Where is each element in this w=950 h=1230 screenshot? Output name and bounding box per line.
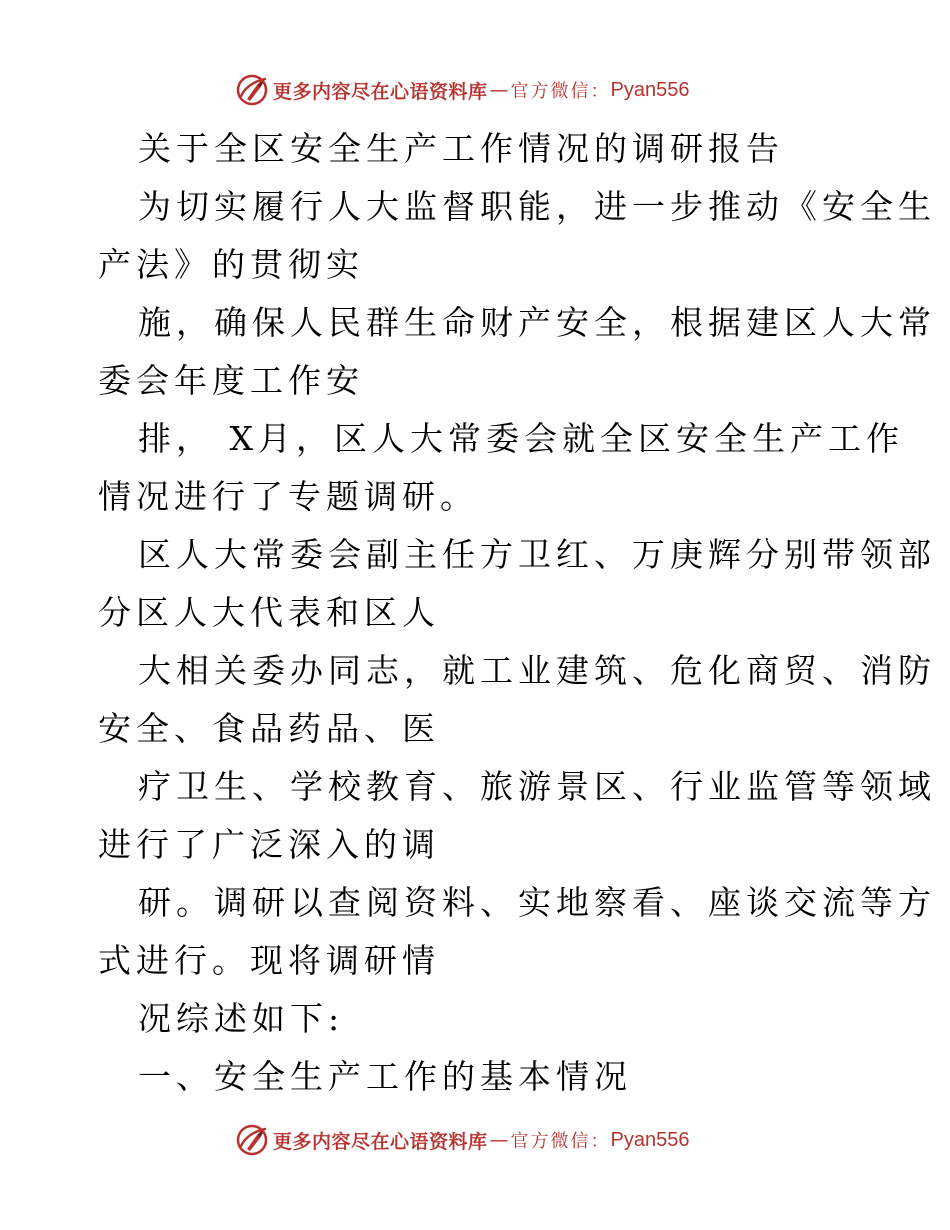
watermark-wechat-id: Pyan556 [610, 78, 690, 101]
watermark-separator: — [489, 1129, 509, 1151]
text-line: 一、安全生产工作的基本情况 [138, 1057, 632, 1096]
watermark-wechat-id: Pyan556 [610, 1128, 690, 1151]
watermark-wechat-label: 官方微信： [510, 1131, 611, 1152]
header-watermark [235, 72, 689, 108]
text-line: 产法》的贯彻实 [98, 245, 364, 284]
watermark-separator: — [489, 79, 509, 101]
watermark-wechat-label: 官方微信： [510, 81, 611, 102]
document-body [98, 120, 936, 1106]
text-line: 况综述如下: [138, 999, 345, 1038]
text-line: 关于全区安全生产工作情况的调研报告 [138, 129, 784, 168]
text-line: 安全、食品药品、医 [98, 709, 440, 748]
text-line: 疗卫生、学校教育、旅游景区、行业监管等领域 [138, 767, 936, 806]
text-line: 式进行。现将调研情 [98, 941, 440, 980]
text-line: 情况进行了专题调研。 [98, 477, 478, 516]
text-line: 施，确保人民群生命财产安全，根据建区人大常 [138, 303, 936, 342]
watermark-text: 更多内容尽在心语资料库 [273, 80, 488, 103]
text-line: 区人大常委会副主任方卫红、万庚辉分别带领部 [138, 535, 936, 574]
text-line: 大相关委办同志，就工业建筑、危化商贸、消防 [138, 651, 936, 690]
text-line: 排， X月，区人大常委会就全区安全生产工作 [138, 419, 904, 458]
watermark-text: 更多内容尽在心语资料库 [273, 1130, 488, 1153]
text-line: 分区人大代表和区人 [98, 593, 440, 632]
pen-logo-icon [235, 1123, 269, 1157]
text-line: 进行了广泛深入的调 [98, 825, 440, 864]
footer-watermark [235, 1122, 689, 1158]
text-line: 为切实履行人大监督职能，进一步推动《安全生 [138, 187, 936, 226]
pen-logo-icon [235, 73, 269, 107]
text-line: 研。调研以查阅资料、实地察看、座谈交流等方 [138, 883, 936, 922]
text-line: 委会年度工作安 [98, 361, 364, 400]
